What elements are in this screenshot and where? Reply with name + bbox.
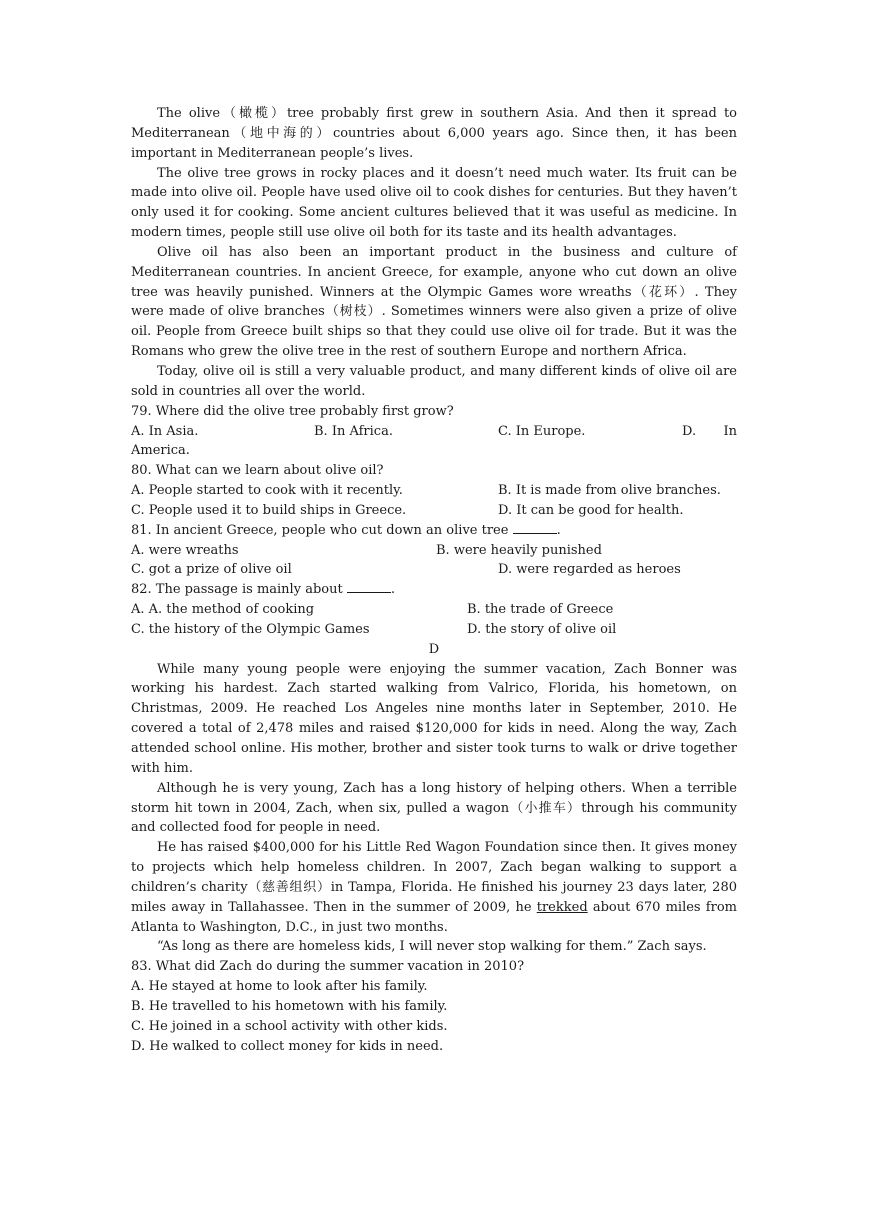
question-82-stem (131, 580, 737, 600)
option-81-d: D. were regarded as heroes (498, 562, 681, 578)
option-79-d (682, 422, 737, 442)
option-81-a: A. were wreaths (131, 542, 239, 558)
option-81-c: C. got a prize of olive oil (131, 562, 292, 578)
option-82-a: A. A. the method of cooking (131, 602, 315, 618)
question-80-stem: 80. What can we learn about olive oil? (131, 463, 384, 479)
question-79-options (131, 422, 737, 442)
option-80-c: C. People used it to build ships in Greece. (131, 502, 407, 518)
option-83-c: C. He joined in a school activity with other kids. (131, 1018, 448, 1034)
question-81-stem (131, 521, 737, 541)
option-79-c: C. In Europe. (498, 423, 586, 439)
question-80-options-row-2 (131, 501, 737, 521)
passage-d-paragraph-4: “As long as there are homeless kids, I will never stop walking for them.” Zach says. (157, 939, 707, 955)
exam-page (131, 104, 737, 1057)
question-82-options-row-1 (131, 600, 737, 620)
question-80-options-row-1 (131, 481, 737, 501)
question-82-stem-text: 82. The passage is mainly about (131, 582, 343, 598)
question-82-stem-end: . (390, 582, 395, 598)
question-79-stem: 79. Where did the olive tree probably first grow? (131, 403, 454, 419)
answer-blank-81 (513, 521, 557, 534)
option-83-b: B. He travelled to his hometown with his family. (131, 998, 448, 1014)
question-82-options-row-2 (131, 620, 737, 640)
passage-d-paragraph-3-end: about 670 miles from Atlanta to Washington, D.C., in just two months. (131, 899, 737, 935)
option-79-a: A. In Asia. (131, 423, 199, 439)
option-80-a: A. People started to cook with it recently. (131, 483, 403, 499)
option-79-d-continuation: America. (131, 443, 190, 459)
option-80-b: B. It is made from olive branches. (498, 483, 721, 499)
option-79-d-letter: D. (682, 423, 697, 439)
passage-c-paragraph-4: Today, olive oil is still a very valuable product, and many different kinds of olive oil are sold in countries all over the world. (131, 363, 737, 399)
option-82-b: B. the trade of Greece (467, 602, 614, 618)
option-79-b: B. In Africa. (314, 423, 393, 439)
underlined-word-trekked: trekked (536, 899, 588, 915)
question-83-stem: 83. What did Zach do during the summer vacation in 2010? (131, 959, 525, 975)
passage-d-paragraph-3 (131, 838, 737, 937)
passage-d-paragraph-1: While many young people were enjoying the summer vacation, Zach Bonner was working his hardest. Zach started walking from Valrico, Florida, his hometown, on Christmas, 2009. He reached Los Angeles nine months later in September, 2010. He covered a total of 2,478 miles and raised $120,000 for kids in need. Along the way, Zach attended school online. His mother, brother and sister took turns to walk or drive together with him. (131, 661, 737, 776)
question-81-stem-text: 81. In ancient Greece, people who cut down an olive tree (131, 522, 509, 538)
option-81-b: B. were heavily punished (436, 542, 602, 558)
passage-c-paragraph-1: The olive（橄榄）tree probably first grew in southern Asia. And then it spread to Mediterranean（地中海的）countries about 6,000 years ago. Since then, it has been important in Mediterranean people’s lives. (131, 106, 737, 161)
section-d-heading: D (428, 641, 440, 657)
passage-d-paragraph-2: Although he is very young, Zach has a long history of helping others. When a terrible storm hit town in 2004, Zach, when six, pulled a wagon（小推车）through his community and collected food for people in need. (131, 780, 737, 836)
option-82-c: C. the history of the Olympic Games (131, 621, 370, 637)
option-82-d: D. the story of olive oil (467, 621, 617, 637)
option-80-d: D. It can be good for health. (498, 502, 684, 518)
option-83-d: D. He walked to collect money for kids in need. (131, 1038, 444, 1054)
passage-c-paragraph-2: The olive tree grows in rocky places and it doesn’t need much water. Its fruit can be made into olive oil. People have used olive oil to cook dishes for centuries. But they haven’t only used it for cooking. Some ancient cultures believed that it was useful as medicine. In modern times, people still use olive oil both for its taste and its health advantages. (131, 165, 737, 241)
question-81-stem-end: . (556, 522, 561, 538)
question-81-options-row-1 (131, 541, 737, 561)
question-81-options-row-2 (131, 560, 737, 580)
option-83-a: A. He stayed at home to look after his family. (131, 979, 428, 995)
answer-blank-82 (347, 580, 391, 593)
option-79-d-word: In (723, 423, 737, 439)
passage-c-paragraph-3: Olive oil has also been an important product in the business and culture of Mediterranean countries. In ancient Greece, for example, anyone who cut down an olive tree was heavily punished. Winners at the Olympic Games wore wreaths（花环）. They were made of olive branches（树枝）. Sometimes winners were also given a prize of olive oil. People from Greece built ships so that they could use olive oil for trade. But it was the Romans who grew the olive tree in the rest of southern Europe and northern Africa. (131, 244, 737, 360)
passage-d-paragraph-3-text: He has raised $400,000 for his Little Red Wagon Foundation since then. It gives money to projects which help homeless children. In 2007, Zach began walking to support a children’s charity（慈善组织）in Tampa, Florida. He finished his journey 23 days later, 280 miles away in Tallahassee. Then in the summer of 2009, he (131, 840, 737, 915)
